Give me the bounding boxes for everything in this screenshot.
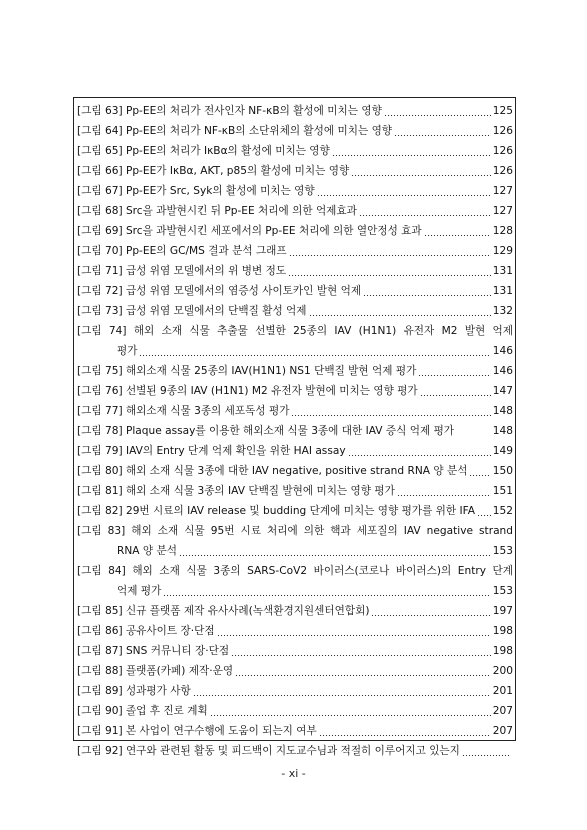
toc-entry-page: 201	[492, 685, 513, 697]
toc-entry[interactable]	[77, 241, 513, 261]
toc-entry-label: [그림 65] Pp-EE의 처리가 IκBα의 활성에 미치는 영향	[77, 145, 330, 157]
toc-entry-page: 127	[492, 185, 513, 197]
dot-leader	[363, 281, 491, 301]
toc-entry-page: 151	[492, 485, 513, 497]
toc-entry-label: [그림 79] IAV의 Entry 단계 억제 확인을 위한 HAI assay	[77, 445, 346, 457]
toc-entry-label: [그림 73] 급성 위염 모델에서의 단백질 활성 억제	[77, 305, 307, 317]
toc-entry-label-continued: RNA 양 분석	[117, 545, 177, 557]
toc-entry-label: [그림 80] 해외 소재 식물 3종에 대한 IAV negative, positive strand RNA 양 분석	[77, 465, 468, 477]
toc-entry-label: [그림 83] 해외 소재 식물 95번 시료 처리에 의한 핵과 세포질의 IAV negative strand	[77, 525, 513, 537]
toc-entry[interactable]	[77, 441, 513, 461]
dot-leader	[235, 661, 491, 681]
toc-entry-label: [그림 75] 해외소재 식물 25종의 IAV(H1N1) NS1 단백질 발현 억제 평가	[77, 365, 417, 377]
toc-entry-page: 126	[492, 165, 513, 177]
dot-leader	[210, 701, 491, 721]
toc-entry-label: [그림 92] 연구와 관련된 활동 및 피드백이 지도교수님과 적절히 이루어지고 있는지	[77, 745, 460, 757]
table-of-figures	[77, 101, 513, 761]
toc-entry[interactable]	[77, 281, 513, 301]
toc-entry-label: [그림 87] SNS 커뮤니티 장·단점	[77, 645, 230, 657]
toc-entry-page: 149	[492, 445, 513, 457]
dot-leader	[424, 221, 491, 241]
dot-leader	[394, 121, 491, 141]
toc-entry[interactable]	[77, 141, 513, 161]
toc-entry-page: 127	[492, 205, 513, 217]
toc-entry-page: 198	[492, 625, 513, 637]
dot-leader	[384, 101, 491, 121]
dot-leader	[291, 401, 490, 421]
toc-entry-label: [그림 82] 29번 시료의 IAV release 및 budding 단계에 미치는 영향 평가를 위한 IFA	[77, 505, 476, 517]
toc-entry-label: [그림 74] 해외 소재 식물 추출물 선별한 25종의 IAV (H1N1) 유전자 M2 발현 억제	[77, 325, 513, 337]
dot-leader	[418, 361, 490, 381]
toc-entry-page: 207	[492, 705, 513, 717]
toc-entry[interactable]	[77, 261, 513, 281]
toc-entry-label: [그림 84] 해외 소재 식물 3종의 SARS-CoV2 바이러스(코로나 바이러스)의 Entry 단계	[77, 565, 513, 577]
toc-entry-label: [그림 86] 공유사이트 장·단점	[77, 625, 215, 637]
dot-leader	[371, 601, 490, 621]
toc-entry-label: [그림 68] Src을 과발현시킨 뒤 Pp-EE 처리에 의한 억제효과	[77, 205, 357, 217]
dot-leader	[397, 481, 491, 501]
toc-entry-page: 200	[492, 665, 513, 677]
dot-leader	[193, 681, 491, 701]
toc-entry-page: 197	[492, 605, 513, 617]
dot-leader	[359, 201, 491, 221]
dot-leader	[179, 541, 491, 561]
dot-leader	[217, 621, 491, 641]
toc-entry-page: 148	[492, 425, 513, 437]
toc-entry-page: 125	[492, 105, 513, 117]
dot-leader	[456, 421, 491, 441]
toc-entry-label: [그림 70] Pp-EE의 GC/MS 결과 분석 그래프	[77, 245, 287, 257]
toc-entry-page: 131	[492, 265, 513, 277]
toc-entry-page: 146	[492, 345, 513, 357]
toc-entry[interactable]	[77, 621, 513, 641]
toc-entry-label: [그림 85] 신규 플랫폼 제작 유사사례(녹색환경지원센터연합회)	[77, 605, 370, 617]
toc-entry[interactable]	[77, 101, 513, 121]
toc-entry-label: [그림 63] Pp-EE의 처리가 전사인자 NF-κB의 활성에 미치는 영향	[77, 105, 382, 117]
toc-entry[interactable]	[77, 561, 513, 601]
toc-entry-page: 131	[492, 285, 513, 297]
toc-entry-label: [그림 90] 졸업 후 진로 계획	[77, 705, 208, 717]
toc-entry-page: 132	[492, 305, 513, 317]
toc-entry[interactable]	[77, 701, 513, 721]
toc-entry-page: 198	[492, 645, 513, 657]
toc-entry-page: 147	[492, 385, 513, 397]
toc-entry-page: 126	[492, 145, 513, 157]
toc-entry[interactable]	[77, 521, 513, 561]
toc-entry[interactable]	[77, 381, 513, 401]
toc-entry[interactable]	[77, 661, 513, 681]
toc-entry-label: [그림 64] Pp-EE의 처리가 NF-κB의 소단위체의 활성에 미치는 영향	[77, 125, 393, 137]
toc-entry-label: [그림 78] Plaque assay를 이용한 해외소재 식물 3종에 대한 IAV 증식 억제 평가	[77, 425, 455, 437]
toc-entry-label: [그림 67] Pp-EE가 Src, Syk의 활성에 미치는 영향	[77, 185, 315, 197]
toc-entry-label: [그림 89] 성과평가 사항	[77, 685, 191, 697]
toc-entry-page: 126	[492, 125, 513, 137]
toc-entry[interactable]	[77, 721, 513, 741]
toc-entry[interactable]	[77, 641, 513, 661]
toc-entry[interactable]	[77, 741, 513, 761]
toc-entry[interactable]	[77, 181, 513, 201]
dot-leader	[288, 261, 491, 281]
toc-entry[interactable]	[77, 301, 513, 321]
toc-entry-label: [그림 81] 해외 소재 식물 3종의 IAV 단백질 발현에 미치는 영향 평가	[77, 485, 395, 497]
dot-leader	[319, 721, 491, 741]
toc-entry-label: [그림 76] 선별된 9종의 IAV (H1N1) M2 유전자 발현에 미치는 영향 평가	[77, 385, 418, 397]
toc-entry[interactable]	[77, 201, 513, 221]
dot-leader	[231, 641, 491, 661]
toc-entry[interactable]	[77, 121, 513, 141]
toc-entry[interactable]	[77, 361, 513, 381]
toc-entry[interactable]	[77, 681, 513, 701]
toc-entry[interactable]	[77, 601, 513, 621]
dot-leader	[332, 141, 491, 161]
toc-entry-page: 153	[492, 545, 513, 557]
toc-entry-page: 150	[492, 465, 513, 477]
page-number: - xi -	[281, 767, 306, 780]
toc-entry-page: 148	[492, 405, 513, 417]
toc-entry-label: [그림 72] 급성 위염 모델에서의 염증성 사이토카인 발현 억제	[77, 285, 362, 297]
dot-leader	[139, 341, 490, 361]
toc-entry[interactable]	[77, 501, 513, 521]
toc-entry-label: [그림 77] 해외소재 식물 3종의 세포독성 평가	[77, 405, 290, 417]
toc-entry[interactable]	[77, 461, 513, 481]
toc-entry-page: 152	[492, 505, 513, 517]
dot-leader	[317, 181, 491, 201]
toc-entry[interactable]	[77, 221, 513, 241]
toc-entry-page: 146	[492, 365, 513, 377]
toc-entry[interactable]	[77, 321, 513, 361]
dot-leader	[348, 441, 491, 461]
dot-leader	[420, 381, 491, 401]
toc-entry[interactable]	[77, 481, 513, 501]
toc-entry[interactable]	[77, 401, 513, 421]
toc-entry-label: [그림 71] 급성 위염 모델에서의 위 병변 정도	[77, 265, 287, 277]
toc-entry-label: [그림 91] 본 사업이 연구수행에 도움이 되는지 여부	[77, 725, 317, 737]
dot-leader	[289, 241, 491, 261]
toc-entry-label: [그림 66] Pp-EE가 IκBα, AKT, p85의 활성에 미치는 영향	[77, 165, 350, 177]
toc-entry-page: 207	[492, 725, 513, 737]
toc-entry-page: 129	[492, 245, 513, 257]
dot-leader	[351, 161, 491, 181]
dot-leader	[462, 741, 511, 761]
toc-entry-label: [그림 88] 플랫폼(카페) 제작·운영	[77, 665, 234, 677]
toc-entry-page: 128	[492, 225, 513, 237]
toc-entry-label: [그림 69] Src을 과발현시킨 세포에서의 Pp-EE 처리에 의한 열안정성 효과	[77, 225, 422, 237]
toc-entry[interactable]	[77, 161, 513, 181]
dot-leader	[163, 581, 490, 601]
toc-entry-label-continued: 평가	[117, 345, 138, 357]
dot-leader	[469, 461, 490, 481]
toc-entry-page: 153	[492, 585, 513, 597]
dot-leader	[477, 501, 491, 521]
toc-entry-label-continued: 억제 평가	[117, 585, 162, 597]
dot-leader	[309, 301, 491, 321]
toc-entry[interactable]	[77, 421, 513, 441]
